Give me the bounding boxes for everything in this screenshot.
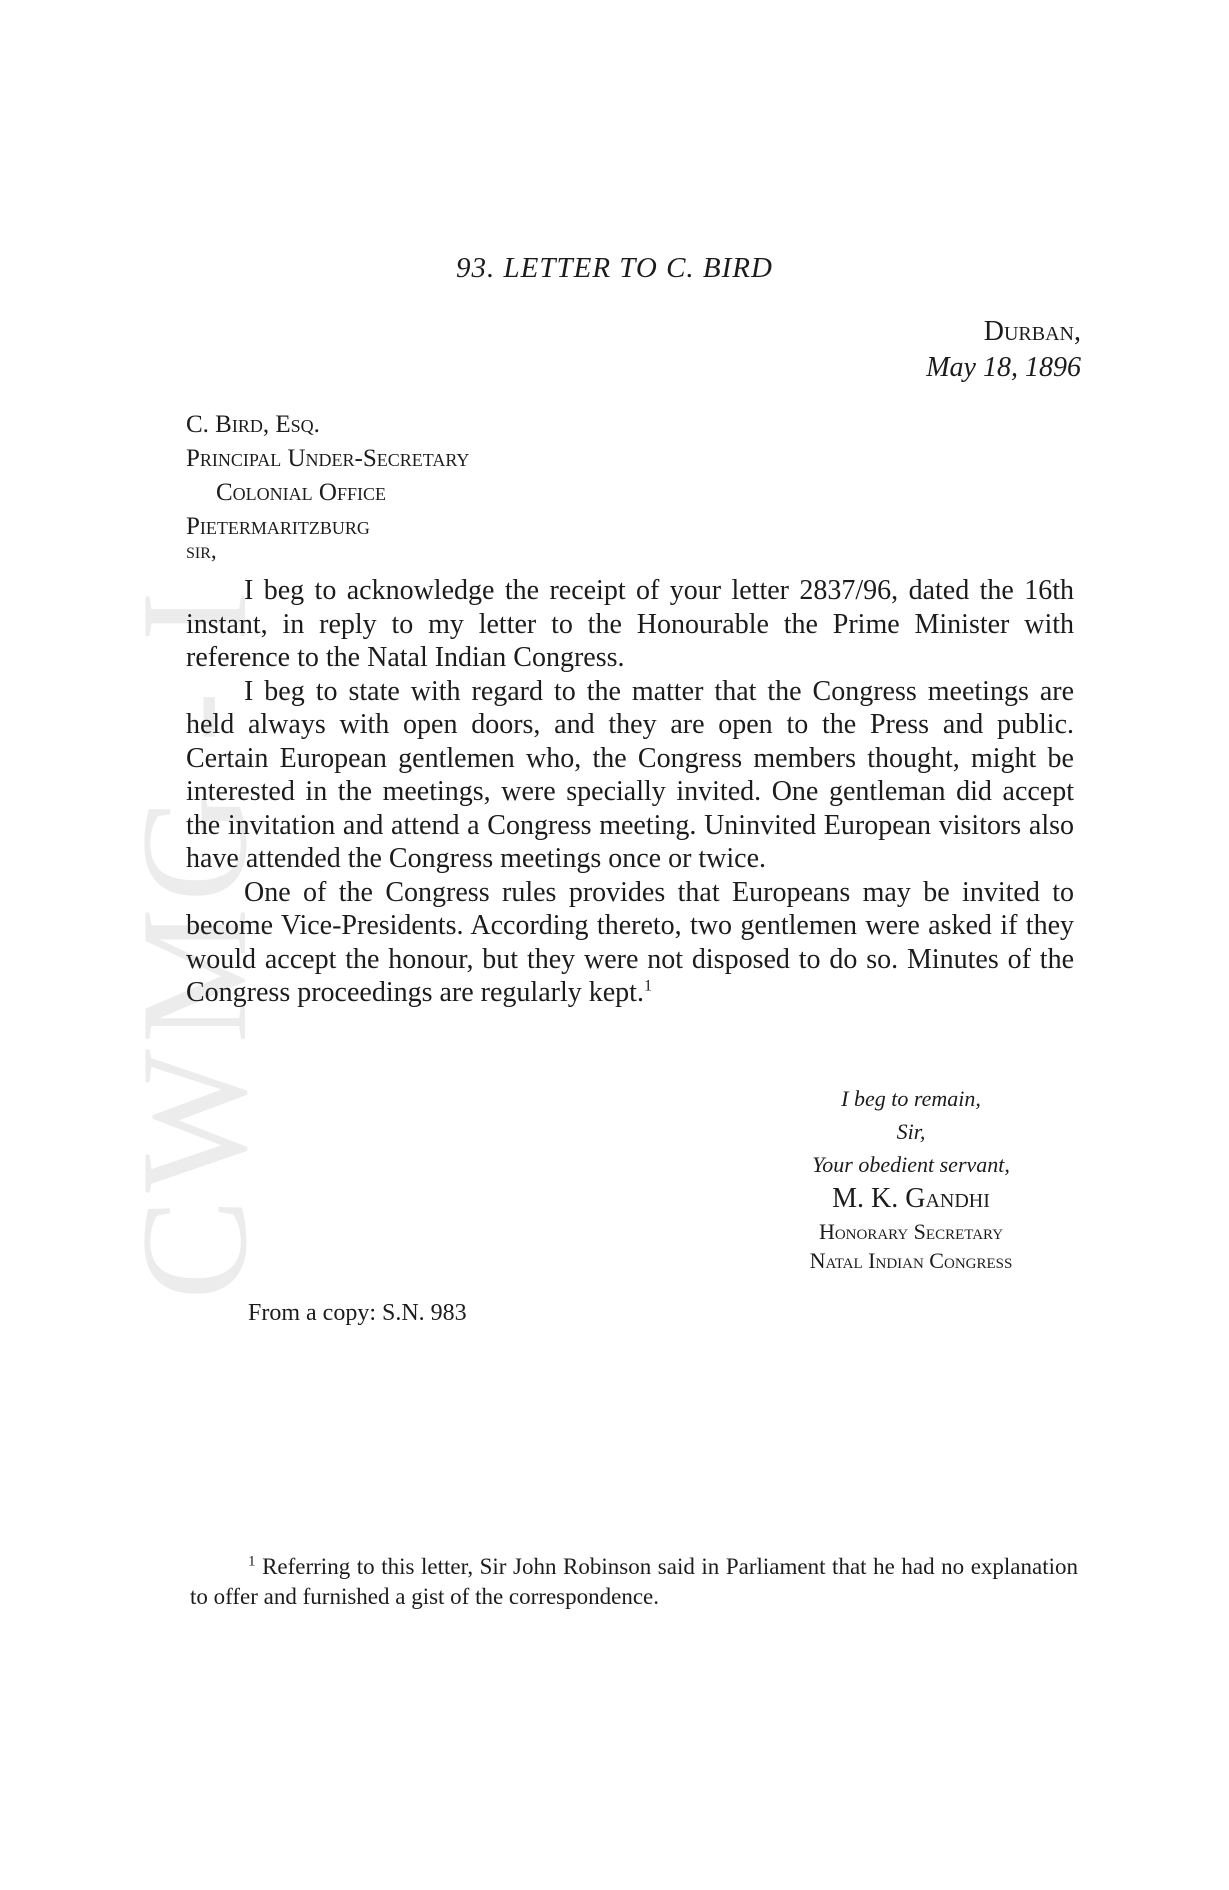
footnote-reference[interactable]: 1 xyxy=(643,977,652,995)
closing-block xyxy=(741,1082,1081,1275)
addressee-office: Colonial Office xyxy=(216,479,386,506)
place-date xyxy=(926,314,1081,386)
closing-line: Sir, xyxy=(896,1119,926,1144)
document-title: 93. LETTER TO C. BIRD xyxy=(456,252,773,284)
addressee-city: Pietermaritzburg xyxy=(186,513,370,540)
paragraph-text: I beg to acknowledge the receipt of your letter 2837/96, dated the 16th instant, in reply to my letter to the Honourable the Prime Minister with reference to the Natal Indian Congress. xyxy=(186,575,1074,673)
salutation: sir, xyxy=(186,538,217,563)
closing-line: Your obedient servant, xyxy=(812,1152,1010,1177)
addressee-name: C. Bird, Esq. xyxy=(186,411,320,438)
paragraph xyxy=(186,876,1074,1010)
paragraph-text: I beg to state with regard to the matter that the Congress meetings are held always with open doors, and they are open to the Press and public. Certain European gentlemen who, the Congress members thought, might be interested in the meetings, were specially invited. One gentleman did accept the invitation and attend a Congress meeting. Uninvited European visitors also have attended the Congress meetings once or twice. xyxy=(186,675,1074,874)
footnote-text: Referring to this letter, Sir John Robinson said in Parliament that he had no explanation to offer and furnished a gist of the correspondence. xyxy=(190,1554,1078,1609)
paragraph xyxy=(186,574,1074,675)
source-note: From a copy: S.N. 983 xyxy=(248,1300,467,1326)
place: Durban, xyxy=(983,316,1081,347)
closing-line: I beg to remain, xyxy=(841,1086,981,1111)
signature-name: M. K. Gandhi xyxy=(832,1183,990,1214)
paragraph xyxy=(186,675,1074,876)
addressee-position: Principal Under-Secretary xyxy=(186,445,470,472)
signer-organization: Natal Indian Congress xyxy=(809,1248,1013,1273)
paragraph-text: One of the Congress rules provides that Europeans may be invited to become Vice-Presidents. According thereto, two gentlemen were asked if they would accept the honour, but they were not disposed to do so. Minutes of the Congress proceedings are regularly kept. xyxy=(186,876,1074,1008)
signer-title: Honorary Secretary xyxy=(818,1219,1004,1244)
date: May 18, 1896 xyxy=(926,352,1081,383)
footnote-marker: 1 xyxy=(248,1553,256,1570)
letter-body xyxy=(186,574,1074,1010)
footnote xyxy=(190,1552,1078,1612)
addressee-block xyxy=(186,408,469,544)
watermark: CWMG - I xyxy=(110,584,278,1300)
